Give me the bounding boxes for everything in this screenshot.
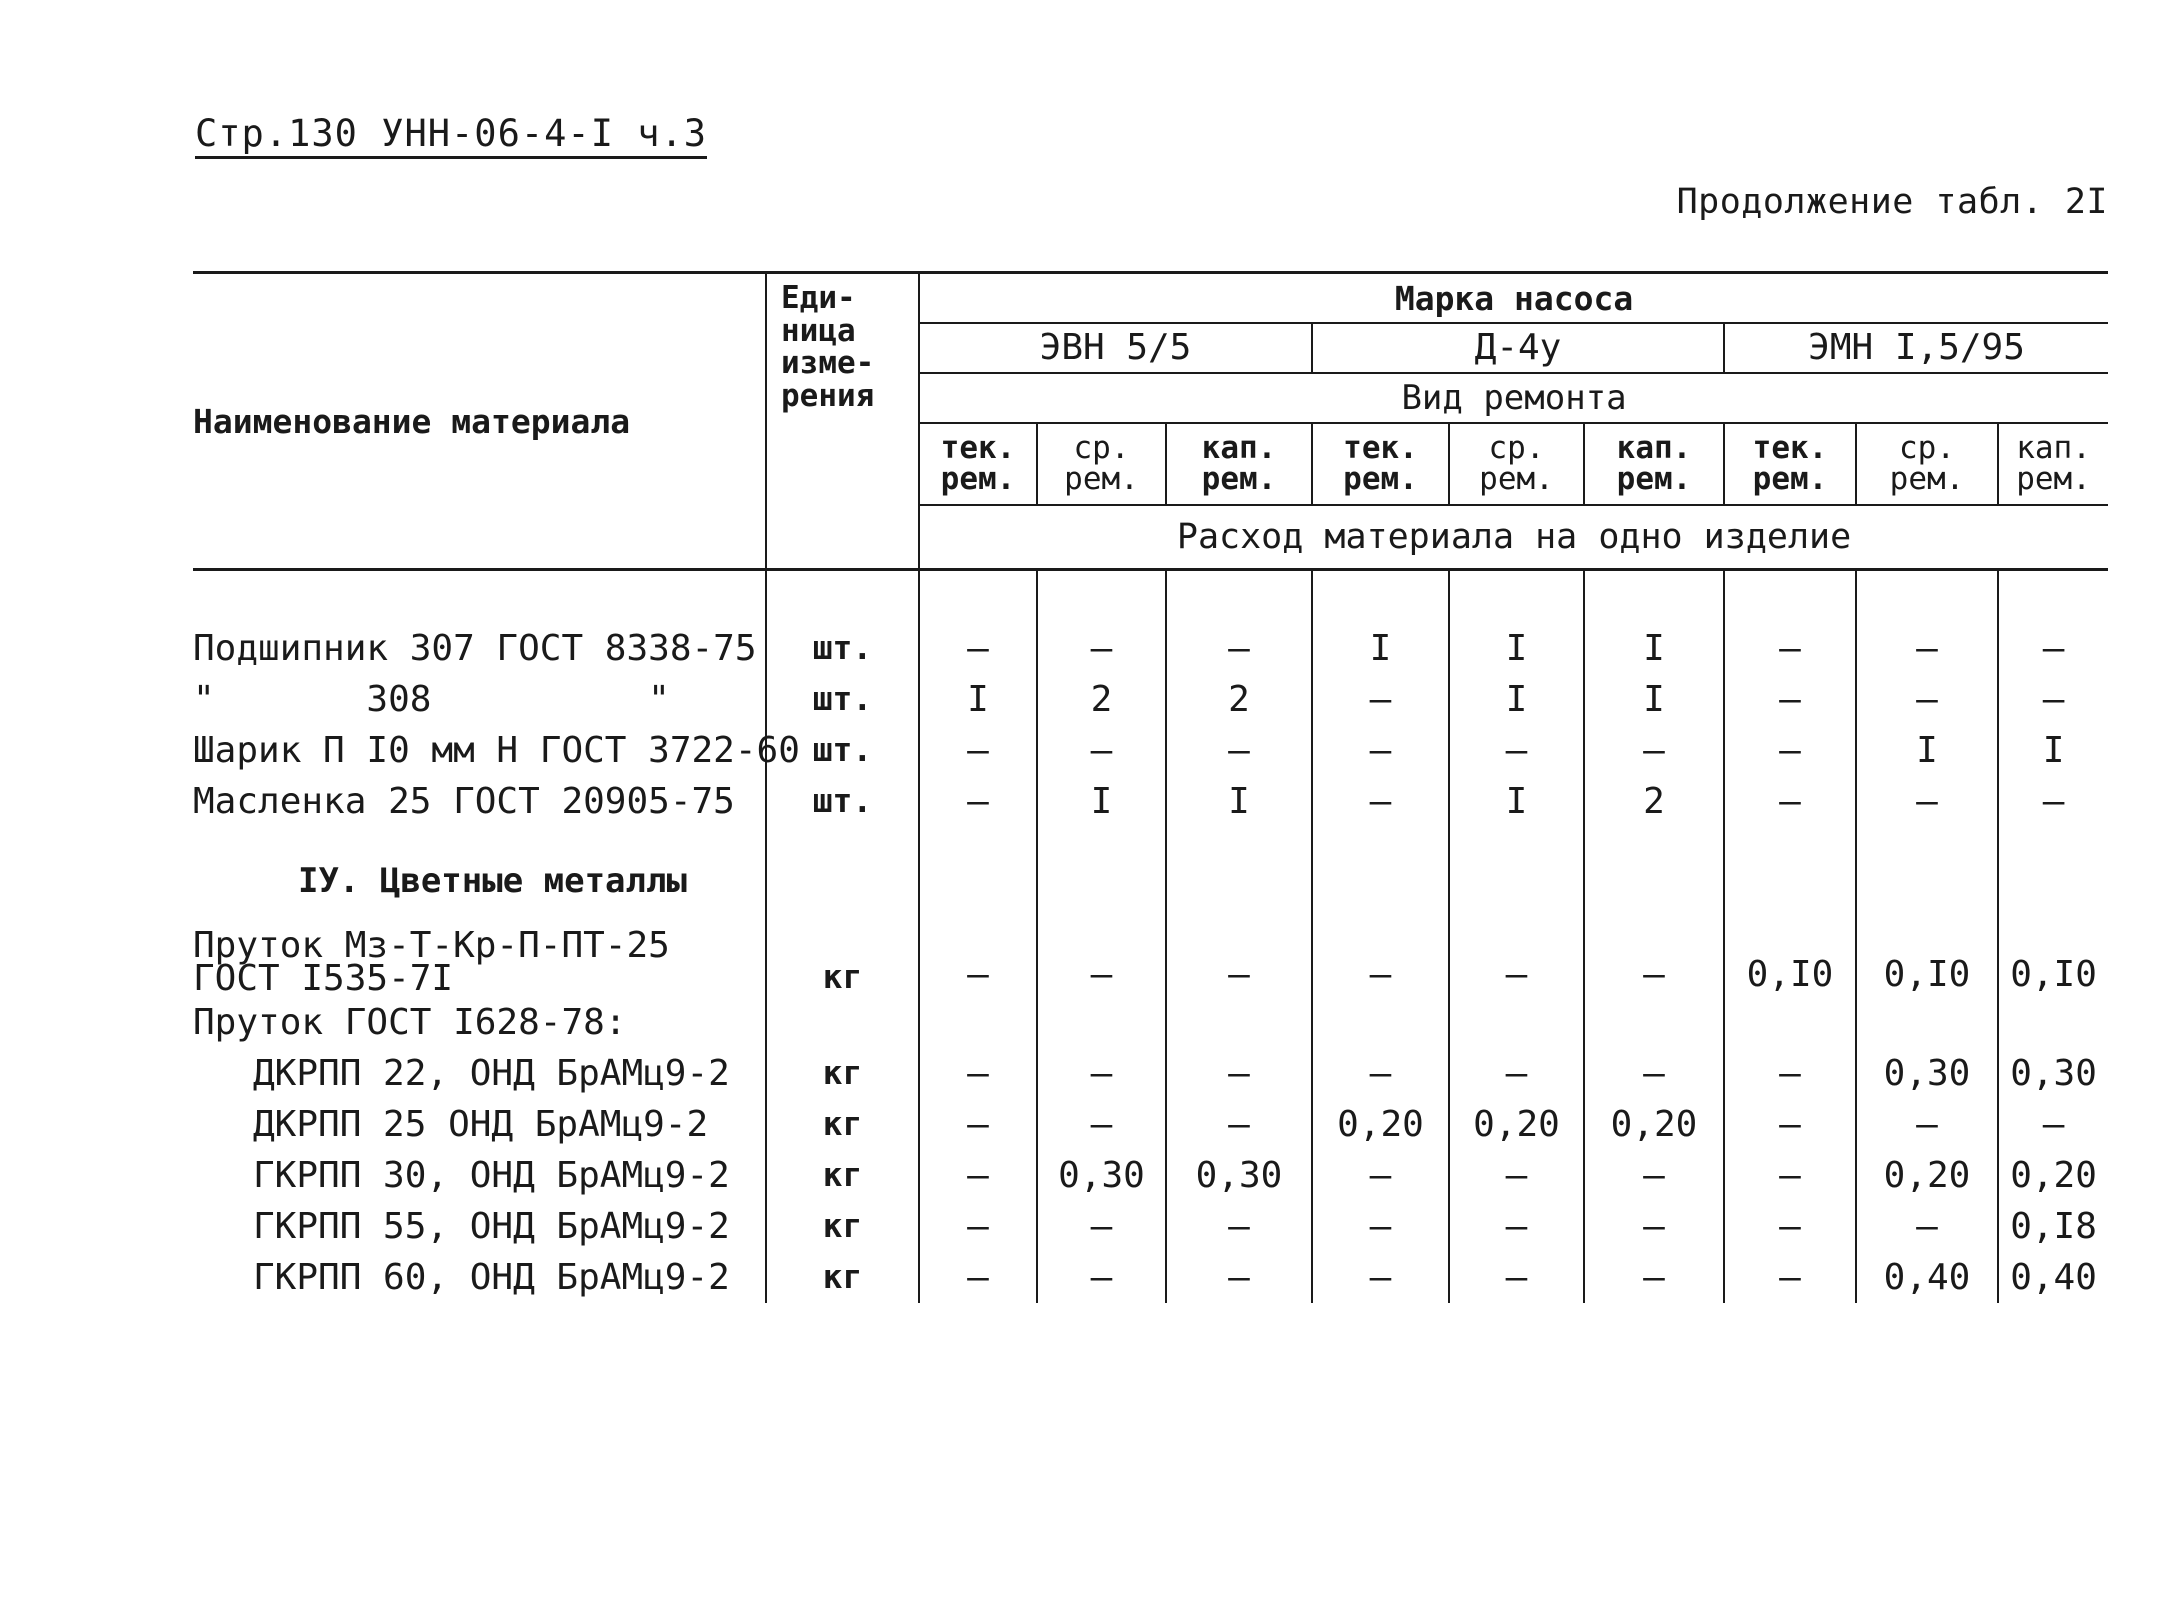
value-cell: I	[1312, 623, 1449, 674]
unit-cell: кг	[766, 915, 919, 997]
material-name: Шарик П I0 мм Н ГОСТ 3722-60	[193, 725, 766, 776]
value-cell: I	[1584, 623, 1724, 674]
unit-cell: кг	[766, 1252, 919, 1303]
repair-type-cell: кап. рем.	[1998, 423, 2108, 505]
group-title: Пруток ГОСТ I628-78:	[193, 997, 766, 1048]
spacer-row	[193, 570, 2108, 624]
repair-type-header: Вид ремонта	[919, 373, 2108, 423]
unit-cell: шт.	[766, 725, 919, 776]
value-cell: –	[1724, 623, 1856, 674]
value-cell: –	[1724, 1150, 1856, 1201]
value-cell: –	[1856, 674, 1998, 725]
material-name: ДКРПП 25 ОНД БрАМц9-2	[193, 1099, 766, 1150]
value-cell: –	[1037, 1099, 1166, 1150]
value-cell: 0,20	[2010, 1154, 2097, 1196]
value-cell: –	[1724, 776, 1856, 827]
value-cell: 0,30	[2010, 1052, 2097, 1094]
value-cell: –	[919, 1252, 1037, 1303]
unit-cell: шт.	[766, 776, 919, 827]
value-cell: –	[1724, 1201, 1856, 1252]
value-cell: 0,30	[1037, 1150, 1166, 1201]
value-cell: –	[1166, 1099, 1312, 1150]
value-cell: –	[1724, 1252, 1856, 1303]
value-cell: –	[1724, 725, 1856, 776]
value-cell: 0,20	[1856, 1150, 1998, 1201]
value-cell: I	[1584, 674, 1724, 725]
value-cell: –	[1312, 915, 1449, 997]
value-cell: –	[1449, 915, 1584, 997]
value-cell: 0,40	[1856, 1252, 1998, 1303]
material-name	[193, 915, 766, 997]
value-cell: 0,20	[1449, 1099, 1584, 1150]
section-row	[193, 849, 2108, 915]
value-cell: –	[919, 915, 1037, 997]
value-cell: –	[1166, 915, 1312, 997]
unit-cell: шт.	[766, 674, 919, 725]
value-cell: –	[1449, 1201, 1584, 1252]
value-cell: I	[1166, 776, 1312, 827]
table-continuation-label: Продолжение табл. 2I	[1676, 182, 2108, 222]
group-row	[193, 997, 2108, 1048]
value-cell: –	[1312, 674, 1449, 725]
unit-cell: кг	[766, 1201, 919, 1252]
unit-cell: кг	[766, 1099, 919, 1150]
pump-emn-1-5-95: ЭМН I,5/95	[1724, 323, 2108, 373]
usage-per-item-header: Расход материала на одно изделие	[919, 505, 2108, 570]
value-cell: –	[919, 1201, 1037, 1252]
value-cell: –	[919, 1048, 1037, 1099]
value-cell: –	[1584, 1150, 1724, 1201]
repair-type-cell: тек. рем.	[919, 423, 1037, 505]
unit-cell: кг	[766, 1048, 919, 1099]
unit-cell: кг	[766, 1150, 919, 1201]
table-row	[193, 1201, 2108, 1252]
table-row	[193, 915, 2108, 997]
value-cell: –	[1037, 1201, 1166, 1252]
repair-type-cell: кап. рем.	[1166, 423, 1312, 505]
value-cell: I	[919, 674, 1037, 725]
value-cell: I	[1856, 725, 1998, 776]
value-cell: –	[1037, 725, 1166, 776]
material-name: Масленка 25 ГОСТ 20905-75	[193, 776, 766, 827]
value-cell: –	[1584, 1252, 1724, 1303]
value-cell: 0,40	[2010, 1256, 2097, 1298]
unit-cell: шт.	[766, 623, 919, 674]
value-cell: –	[1312, 1252, 1449, 1303]
value-cell: –	[1724, 674, 1856, 725]
value-cell: –	[1166, 1048, 1312, 1099]
value-cell: 2	[1037, 674, 1166, 725]
value-cell: –	[919, 1099, 1037, 1150]
value-cell: I	[2042, 729, 2065, 771]
material-name: ГКРПП 55, ОНД БрАМц9-2	[193, 1201, 766, 1252]
table-row	[193, 725, 2108, 776]
value-cell: 0,30	[1166, 1150, 1312, 1201]
value-cell: –	[1449, 1150, 1584, 1201]
table-row	[193, 776, 2108, 827]
value-cell: –	[2042, 1103, 2065, 1145]
value-cell: –	[2042, 627, 2065, 669]
material-name-line: ГОСТ I535-7I	[193, 957, 454, 999]
value-cell: I	[1449, 776, 1584, 827]
spacer-row	[193, 827, 2108, 849]
value-cell: –	[1312, 1201, 1449, 1252]
value-cell: –	[1449, 1252, 1584, 1303]
value-cell: –	[1312, 776, 1449, 827]
material-name-line: Пруток Мз-Т-Кр-П-ПТ-25	[193, 924, 670, 966]
value-cell: 0,20	[1584, 1099, 1724, 1150]
table-row	[193, 674, 2108, 725]
material-name: ГКРПП 30, ОНД БрАМц9-2	[193, 1150, 766, 1201]
value-cell: I	[1037, 776, 1166, 827]
value-cell: –	[919, 1150, 1037, 1201]
value-cell: –	[1166, 623, 1312, 674]
value-cell: –	[919, 776, 1037, 827]
column-header-unit: Еди- ница изме- рения	[766, 273, 919, 570]
section-title: IУ. Цветные металлы	[193, 849, 766, 915]
value-cell: 0,30	[1856, 1048, 1998, 1099]
pump-d-4u: Д-4у	[1312, 323, 1724, 373]
value-cell: –	[1449, 725, 1584, 776]
table-row	[193, 1150, 2108, 1201]
value-cell: –	[919, 725, 1037, 776]
repair-type-cell: тек. рем.	[1724, 423, 1856, 505]
value-cell: 0,I0	[2010, 954, 2097, 996]
value-cell: –	[1584, 915, 1724, 997]
repair-type-cell: ср. рем.	[1449, 423, 1584, 505]
repair-type-cell: тек. рем.	[1312, 423, 1449, 505]
value-cell: –	[1037, 623, 1166, 674]
repair-type-cell: ср. рем.	[1037, 423, 1166, 505]
value-cell: –	[1037, 1252, 1166, 1303]
material-name: Подшипник 307 ГОСТ 8338-75	[193, 623, 766, 674]
pump-brand-header: Марка насоса	[919, 273, 2108, 324]
value-cell: –	[1037, 1048, 1166, 1099]
repair-type-cell: ср. рем.	[1856, 423, 1998, 505]
table-row	[193, 623, 2108, 674]
materials-table	[193, 271, 2108, 1303]
value-cell: I	[1449, 623, 1584, 674]
value-cell: –	[919, 623, 1037, 674]
value-cell: –	[1856, 776, 1998, 827]
value-cell: I	[1449, 674, 1584, 725]
value-cell: –	[1584, 1048, 1724, 1099]
value-cell: –	[1856, 1201, 1998, 1252]
pump-evn-5-5: ЭВН 5/5	[919, 323, 1312, 373]
value-cell: –	[2042, 780, 2065, 822]
material-name: ГКРПП 60, ОНД БрАМц9-2	[193, 1252, 766, 1303]
table-row	[193, 1048, 2108, 1099]
material-name: ДКРПП 22, ОНД БрАМц9-2	[193, 1048, 766, 1099]
value-cell: –	[2042, 678, 2065, 720]
value-cell: –	[1449, 1048, 1584, 1099]
value-cell: –	[1166, 1252, 1312, 1303]
value-cell: –	[1166, 725, 1312, 776]
repair-type-cell: кап. рем.	[1584, 423, 1724, 505]
value-cell: –	[1584, 725, 1724, 776]
column-header-material-name: Наименование материала	[193, 273, 766, 570]
page-reference: Стр.130 УНН-06-4-I ч.3	[195, 112, 707, 159]
value-cell: –	[1584, 1201, 1724, 1252]
value-cell: –	[1166, 1201, 1312, 1252]
value-cell: 2	[1166, 674, 1312, 725]
value-cell: –	[1856, 623, 1998, 674]
value-cell: –	[1312, 725, 1449, 776]
value-cell: 2	[1584, 776, 1724, 827]
material-name: " 308 "	[193, 674, 766, 725]
value-cell: 0,I8	[2010, 1205, 2097, 1247]
value-cell: –	[1312, 1048, 1449, 1099]
value-cell: –	[1037, 915, 1166, 997]
table-row	[193, 1252, 2108, 1303]
value-cell: –	[1856, 1099, 1998, 1150]
value-cell: –	[1724, 1099, 1856, 1150]
value-cell: 0,I0	[1724, 915, 1856, 997]
table-row	[193, 1099, 2108, 1150]
value-cell: –	[1312, 1150, 1449, 1201]
value-cell: –	[1724, 1048, 1856, 1099]
value-cell: 0,I0	[1856, 915, 1998, 997]
value-cell: 0,20	[1312, 1099, 1449, 1150]
